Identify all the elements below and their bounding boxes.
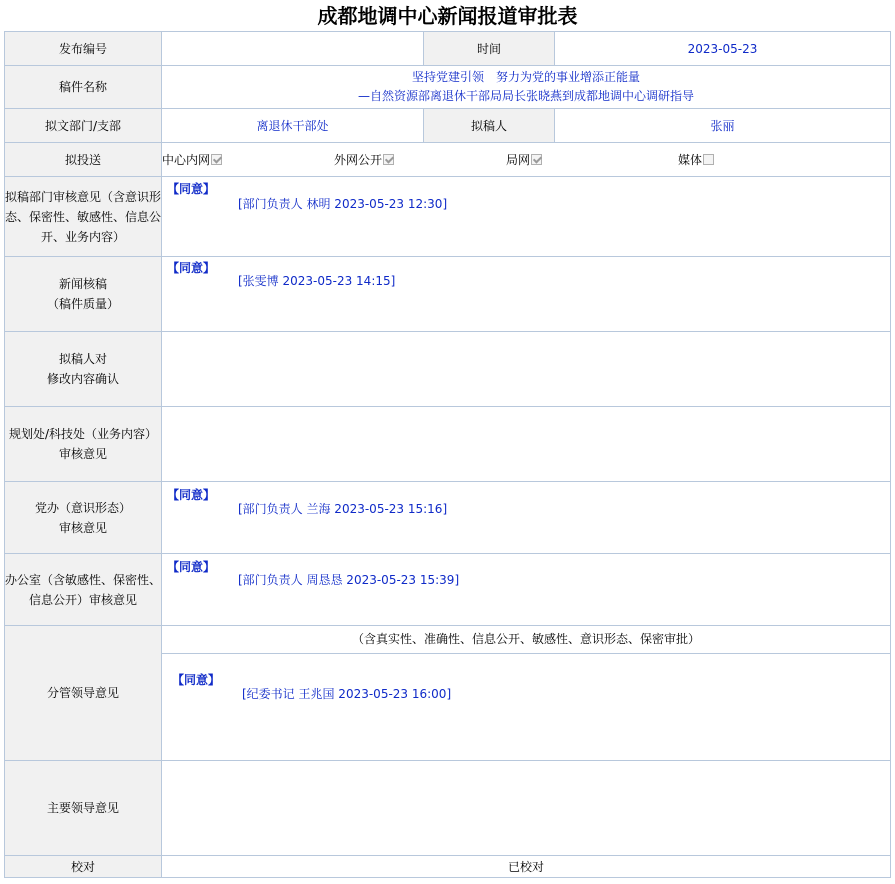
leader-review-opinion <box>162 626 891 761</box>
manuscript-label: 稿件名称 <box>5 66 162 109</box>
row-office-review <box>5 554 891 626</box>
drafter-confirm-label-line2: 修改内容确认 <box>46 372 119 386</box>
checkbox-public[interactable] <box>383 154 394 165</box>
dept-review-label: 拟稿部门审核意见（含意识形态、保密性、敏感性、信息公开、业务内容） <box>5 177 162 257</box>
row-send-to <box>5 143 891 177</box>
planning-review-label-line1: 规划处/科技处（业务内容） <box>8 427 158 441</box>
manuscript-title-line1: 坚持党建引领 努力为党的事业增添正能量 <box>411 70 640 84</box>
row-dept <box>5 109 891 143</box>
row-main-leader <box>5 761 891 856</box>
planning-review-label <box>5 407 162 482</box>
send-option-label: 中心内网 <box>162 153 211 167</box>
row-drafter-confirm <box>5 332 891 407</box>
dept-review-opinion <box>162 177 891 257</box>
agree-tag: 【同意】 <box>167 261 216 275</box>
signature: [部门负责人 周恳恳 2023-05-23 15:39] <box>238 573 460 587</box>
party-review-label <box>5 482 162 554</box>
proofread-label: 校对 <box>5 856 162 878</box>
drafter-value: 张丽 <box>555 109 891 143</box>
signature: [张雯博 2023-05-23 14:15] <box>238 274 396 288</box>
manuscript-title-line2: —自然资源部离退休干部局局长张晓燕到成都地调中心调研指导 <box>357 89 694 103</box>
time-label: 时间 <box>424 32 555 66</box>
news-review-label-line2: （稿件质量） <box>46 297 119 311</box>
form-title: 成都地调中心新闻报道审批表 <box>317 4 578 28</box>
send-option-label: 外网公开 <box>334 153 383 167</box>
dept-value: 离退休干部处 <box>162 109 424 143</box>
party-review-label-line2: 审核意见 <box>58 520 107 535</box>
agree-tag: 【同意】 <box>167 182 216 196</box>
row-doc-no <box>5 32 891 66</box>
row-proofread <box>5 856 891 878</box>
office-review-opinion <box>162 554 891 626</box>
row-planning-review <box>5 407 891 482</box>
send-option-label: 局网 <box>506 153 531 167</box>
news-review-opinion <box>162 257 891 332</box>
checkbox-media[interactable] <box>703 154 714 165</box>
send-label: 拟投送 <box>5 143 162 177</box>
main-leader-opinion <box>162 761 891 856</box>
news-review-label <box>5 257 162 332</box>
send-option-label: 媒体 <box>678 153 703 167</box>
party-review-label-line1: 党办（意识形态） <box>34 500 131 515</box>
time-value: 2023-05-23 <box>555 32 891 66</box>
leader-review-label: 分管领导意见 <box>5 626 162 761</box>
doc-no-label: 发布编号 <box>5 32 162 66</box>
send-option-bureau <box>506 151 678 168</box>
checkbox-intranet[interactable] <box>211 154 222 165</box>
agree-tag: 【同意】 <box>172 673 221 687</box>
dept-label: 拟文部门/支部 <box>5 109 162 143</box>
news-review-label-line1: 新闻核稿 <box>58 277 107 291</box>
send-option-media <box>678 151 850 168</box>
main-leader-label: 主要领导意见 <box>5 761 162 856</box>
row-dept-review <box>5 177 891 257</box>
planning-review-opinion <box>162 407 891 482</box>
checkbox-bureau[interactable] <box>531 154 542 165</box>
agree-tag: 【同意】 <box>167 560 216 574</box>
row-party-review <box>5 482 891 554</box>
send-options <box>162 143 891 177</box>
signature: [纪委书记 王兆国 2023-05-23 16:00] <box>242 687 452 701</box>
party-review-opinion <box>162 482 891 554</box>
drafter-confirm-label <box>5 332 162 407</box>
planning-review-label-line2: 审核意见 <box>58 447 107 461</box>
doc-no-value <box>162 32 424 66</box>
approval-form-table <box>4 31 891 878</box>
agree-tag: 【同意】 <box>167 488 216 502</box>
drafter-confirm-opinion <box>162 332 891 407</box>
manuscript-title <box>162 66 891 109</box>
row-manuscript <box>5 66 891 109</box>
leader-review-note: （含真实性、准确性、信息公开、敏感性、意识形态、保密审批） <box>162 626 890 654</box>
signature: [部门负责人 兰海 2023-05-23 15:16] <box>238 502 448 516</box>
drafter-confirm-label-line1: 拟稿人对 <box>58 352 107 366</box>
proofread-value: 已校对 <box>162 856 891 878</box>
row-news-review <box>5 257 891 332</box>
row-leader-review <box>5 626 891 761</box>
send-option-public <box>334 151 506 168</box>
drafter-label: 拟稿人 <box>424 109 555 143</box>
send-option-intranet <box>162 151 334 168</box>
office-review-label: 办公室（含敏感性、保密性、信息公开）审核意见 <box>5 554 162 626</box>
signature: [部门负责人 林明 2023-05-23 12:30] <box>238 197 448 211</box>
